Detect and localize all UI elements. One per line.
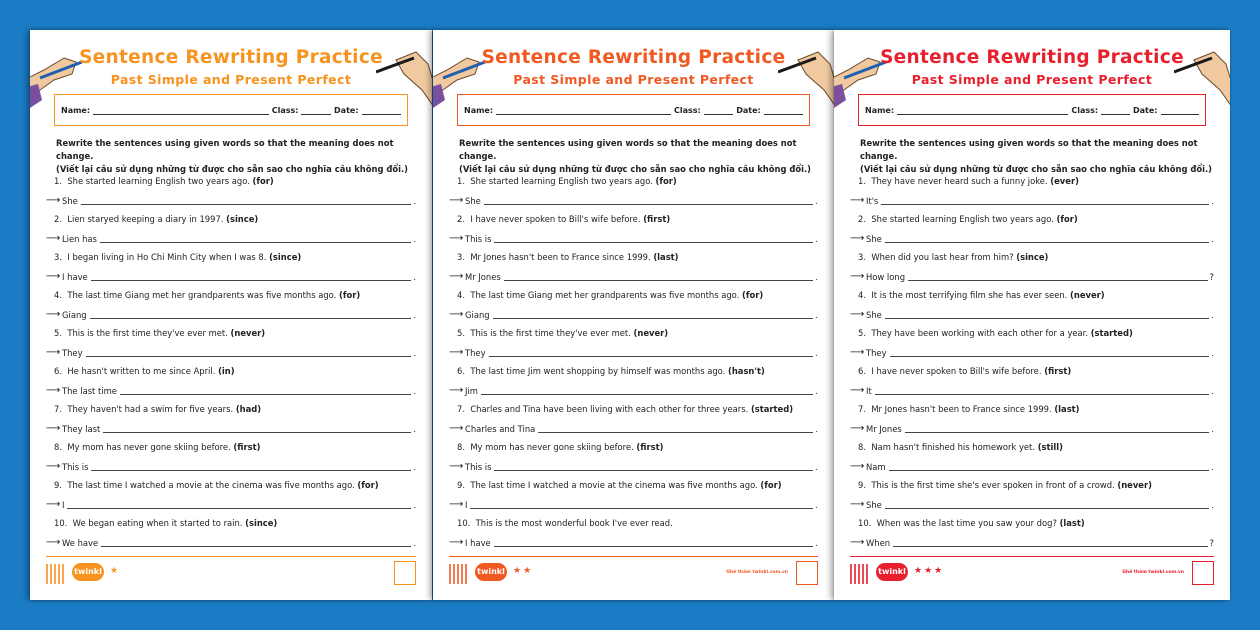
answer-prompt: I xyxy=(465,500,468,510)
question-text: The last time Giang met her grandparents was five months ago. xyxy=(67,290,337,300)
question-keyword: (still) xyxy=(1037,442,1063,452)
question-keyword: (first) xyxy=(233,442,261,452)
answer-end-punctuation: . xyxy=(1211,386,1214,396)
question-keyword: (since) xyxy=(269,252,302,262)
worksheet-subtitle: Past Simple and Present Perfect xyxy=(110,72,352,87)
instructions-vietnamese: (Viết lại câu sử dụng những từ được cho sẵn sao cho nghĩa câu không đổi.) xyxy=(56,164,409,174)
question-item xyxy=(850,477,1214,515)
question-item xyxy=(449,401,818,439)
question-text: This is the most wonderful book I've ever read. xyxy=(475,518,673,528)
worksheet-title: Sentence Rewriting Practice xyxy=(481,47,786,68)
question-text: This is the first time she's ever spoken in front of a crowd. xyxy=(871,480,1115,490)
question-item xyxy=(449,439,818,477)
question-number: 7. xyxy=(457,404,465,414)
question-keyword: (last) xyxy=(1054,404,1080,414)
question-item xyxy=(850,439,1214,477)
student-info-box xyxy=(858,94,1206,126)
question-number: 6. xyxy=(54,366,62,376)
worksheet-page-3 xyxy=(834,30,1230,600)
class-field[interactable] xyxy=(301,105,331,115)
answer-prompt: I have xyxy=(62,272,88,282)
question-text: Lien staryed keeping a diary in 1997. xyxy=(67,214,224,224)
answer-line[interactable] xyxy=(91,462,411,471)
arrow-icon: ⟶ xyxy=(449,233,464,244)
date-field[interactable] xyxy=(764,105,803,115)
answer-end-punctuation: . xyxy=(815,234,818,244)
name-field[interactable] xyxy=(897,105,1068,115)
answer-end-punctuation: . xyxy=(815,424,818,434)
answer-end-punctuation: . xyxy=(413,424,416,434)
question-keyword: (last) xyxy=(1059,518,1085,528)
question-item xyxy=(46,477,416,515)
class-field[interactable] xyxy=(1101,105,1130,115)
answer-line[interactable] xyxy=(493,310,814,319)
answer-end-punctuation: . xyxy=(413,272,416,282)
question-keyword: (for) xyxy=(742,290,764,300)
worksheet-footer xyxy=(46,556,416,597)
answer-line[interactable] xyxy=(893,538,1207,547)
question-number: 3. xyxy=(457,252,465,262)
answer-end-punctuation: . xyxy=(815,348,818,358)
worksheet-title: Sentence Rewriting Practice xyxy=(880,47,1184,68)
question-item xyxy=(46,287,416,325)
name-field[interactable] xyxy=(496,105,671,115)
question-keyword: (for) xyxy=(1056,214,1078,224)
twinkl-badge-icon xyxy=(796,561,818,585)
question-text: We began eating when it started to rain. xyxy=(72,518,243,528)
question-text: Charles and Tina have been living with each other for three years. xyxy=(470,404,749,414)
question-text: My mom has never gone skiing before. xyxy=(470,442,634,452)
question-text: It is the most terrifying film she has ever seen. xyxy=(871,290,1068,300)
question-number: 8. xyxy=(858,442,866,452)
answer-prompt: The last time xyxy=(62,386,117,396)
worksheet-title: Sentence Rewriting Practice xyxy=(79,47,383,68)
question-item xyxy=(46,325,416,363)
student-info-box xyxy=(54,94,408,126)
answer-line[interactable] xyxy=(86,348,412,357)
answer-line[interactable] xyxy=(120,386,411,395)
arrow-icon: ⟶ xyxy=(46,385,61,396)
question-number: 2. xyxy=(858,214,866,224)
answer-end-punctuation: . xyxy=(815,272,818,282)
answer-line[interactable] xyxy=(885,500,1210,509)
question-keyword: (for) xyxy=(339,290,361,300)
worksheet-subtitle: Past Simple and Present Perfect xyxy=(513,72,754,87)
answer-line[interactable] xyxy=(890,348,1210,357)
twinkl-badge-icon xyxy=(1192,561,1214,585)
arrow-icon: ⟶ xyxy=(46,309,61,320)
question-keyword: (since) xyxy=(1016,252,1049,262)
answer-prompt: She xyxy=(866,234,882,244)
qr-code-icon xyxy=(46,564,66,584)
arrow-icon: ⟶ xyxy=(449,271,464,282)
arrow-icon: ⟶ xyxy=(850,233,865,244)
question-keyword: (in) xyxy=(218,366,235,376)
question-list xyxy=(850,173,1214,553)
qr-code-icon xyxy=(449,564,469,584)
question-number: 10. xyxy=(858,518,872,528)
question-item xyxy=(46,249,416,287)
answer-end-punctuation: . xyxy=(1211,196,1214,206)
question-text: When did you last hear from him? xyxy=(871,252,1014,262)
question-number: 7. xyxy=(54,404,62,414)
answer-prompt: She xyxy=(866,310,882,320)
question-text: I began living in Ho Chi Minh City when I was 8. xyxy=(67,252,267,262)
arrow-icon: ⟶ xyxy=(850,271,865,282)
question-keyword: (since) xyxy=(226,214,259,224)
answer-end-punctuation: . xyxy=(413,234,416,244)
arrow-icon: ⟶ xyxy=(449,499,464,510)
date-field[interactable] xyxy=(1161,105,1200,115)
question-keyword: (since) xyxy=(245,518,278,528)
answer-line[interactable] xyxy=(875,386,1210,395)
question-list xyxy=(449,173,818,553)
answer-prompt: I have xyxy=(465,538,491,548)
question-number: 9. xyxy=(457,480,465,490)
twinkl-logo: twinkl xyxy=(475,563,507,581)
answer-prompt: Lien has xyxy=(62,234,97,244)
question-number: 10. xyxy=(457,518,471,528)
arrow-icon: ⟶ xyxy=(850,195,865,206)
answer-prompt: We have xyxy=(62,538,99,548)
answer-end-punctuation: . xyxy=(1211,310,1214,320)
answer-end-punctuation: . xyxy=(1211,462,1214,472)
answer-prompt: They xyxy=(62,348,83,358)
question-item xyxy=(46,401,416,439)
question-number: 1. xyxy=(54,176,62,186)
answer-prompt: Mr Jones xyxy=(465,272,501,282)
arrow-icon: ⟶ xyxy=(449,347,464,358)
instructions xyxy=(459,137,820,176)
answer-prompt: How long xyxy=(866,272,906,282)
worksheet-footer xyxy=(449,556,818,597)
instructions-english: Rewrite the sentences using given words so that the meaning does not change. xyxy=(56,138,394,161)
question-text: The last time I watched a movie at the cinema was five months ago. xyxy=(67,480,355,490)
question-number: 4. xyxy=(54,290,62,300)
answer-end-punctuation: . xyxy=(413,386,416,396)
answer-line[interactable] xyxy=(100,234,411,243)
difficulty-stars: ★★★ xyxy=(914,566,945,576)
question-item xyxy=(850,515,1214,553)
question-text: This is the first time they've ever met. xyxy=(470,328,631,338)
answer-line[interactable] xyxy=(470,500,813,509)
question-text: When was the last time you saw your dog? xyxy=(876,518,1057,528)
answer-end-punctuation: . xyxy=(1211,234,1214,244)
date-label: Date: xyxy=(736,105,761,115)
question-item xyxy=(449,363,818,401)
answer-line[interactable] xyxy=(481,386,813,395)
question-number: 1. xyxy=(457,176,465,186)
answer-prompt: They xyxy=(465,348,486,358)
answer-end-punctuation: . xyxy=(815,196,818,206)
answer-end-punctuation: . xyxy=(815,462,818,472)
question-item xyxy=(850,401,1214,439)
answer-prompt: Nam xyxy=(866,462,886,472)
twinkl-logo: twinkl xyxy=(72,563,104,581)
answer-line[interactable] xyxy=(538,424,813,433)
question-keyword: (never) xyxy=(230,328,266,338)
answer-end-punctuation: . xyxy=(1211,500,1214,510)
question-number: 7. xyxy=(858,404,866,414)
answer-end-punctuation: . xyxy=(815,500,818,510)
question-item xyxy=(449,249,818,287)
answer-prompt: They last xyxy=(62,424,101,434)
answer-line[interactable] xyxy=(91,272,412,281)
answer-prompt: It's xyxy=(866,196,879,206)
answer-line[interactable] xyxy=(90,310,412,319)
question-item xyxy=(850,249,1214,287)
question-keyword: (started) xyxy=(1090,328,1133,338)
name-label: Name: xyxy=(61,105,91,115)
qr-code-icon xyxy=(850,564,870,584)
answer-line[interactable] xyxy=(885,234,1210,243)
question-item xyxy=(46,173,416,211)
question-item xyxy=(449,173,818,211)
arrow-icon: ⟶ xyxy=(850,309,865,320)
question-text: Nam hasn't finished his homework yet. xyxy=(871,442,1036,452)
class-label: Class: xyxy=(271,105,299,115)
answer-prompt: She xyxy=(465,196,481,206)
instructions-vietnamese: (Viết lại câu sử dụng những từ được cho sẵn sao cho nghĩa câu không đổi.) xyxy=(860,164,1213,174)
question-item xyxy=(850,325,1214,363)
answer-line[interactable] xyxy=(494,462,813,471)
answer-line[interactable] xyxy=(484,196,814,205)
arrow-icon: ⟶ xyxy=(850,461,865,472)
student-info-box xyxy=(457,94,810,126)
answer-line[interactable] xyxy=(67,500,411,509)
answer-prompt: She xyxy=(62,196,78,206)
question-keyword: (for) xyxy=(760,480,782,490)
answer-line[interactable] xyxy=(908,272,1208,281)
answer-line[interactable] xyxy=(103,424,411,433)
arrow-icon: ⟶ xyxy=(46,537,61,548)
instructions-vietnamese: (Viết lại câu sử dụng những từ được cho sẵn sao cho nghĩa câu không đổi.) xyxy=(459,164,812,174)
question-text: They haven't had a swim for five years. xyxy=(67,404,234,414)
instructions-english: Rewrite the sentences using given words so that the meaning does not change. xyxy=(459,138,797,161)
question-text: Mr Jones hasn't been to France since 1999. xyxy=(470,252,651,262)
twinkl-logo: twinkl xyxy=(876,563,908,581)
question-item xyxy=(46,515,416,553)
question-item xyxy=(449,211,818,249)
footer-website-text: Ghé thăm twinkl.com.vn xyxy=(726,570,788,575)
question-number: 6. xyxy=(457,366,465,376)
question-item xyxy=(449,515,818,553)
question-item xyxy=(850,363,1214,401)
answer-line[interactable] xyxy=(489,348,814,357)
answer-end-punctuation: . xyxy=(413,196,416,206)
question-text: He hasn't written to me since April. xyxy=(67,366,216,376)
answer-prompt: Giang xyxy=(465,310,490,320)
arrow-icon: ⟶ xyxy=(46,195,61,206)
answer-end-punctuation: . xyxy=(815,310,818,320)
answer-prompt: When xyxy=(866,538,891,548)
question-number: 8. xyxy=(457,442,465,452)
answer-end-punctuation: . xyxy=(413,348,416,358)
class-label: Class: xyxy=(1071,105,1099,115)
question-text: She started learning English two years ago. xyxy=(67,176,250,186)
question-keyword: (first) xyxy=(643,214,671,224)
question-item xyxy=(46,363,416,401)
answer-line[interactable] xyxy=(881,196,1209,205)
arrow-icon: ⟶ xyxy=(850,347,865,358)
arrow-icon: ⟶ xyxy=(449,461,464,472)
question-number: 4. xyxy=(858,290,866,300)
arrow-icon: ⟶ xyxy=(46,233,61,244)
question-text: I have never spoken to Bill's wife before. xyxy=(470,214,641,224)
arrow-icon: ⟶ xyxy=(850,385,865,396)
twinkl-badge-icon xyxy=(394,561,416,585)
answer-prompt: Giang xyxy=(62,310,87,320)
question-keyword: (ever) xyxy=(1050,176,1079,186)
answer-end-punctuation: . xyxy=(815,538,818,548)
arrow-icon: ⟶ xyxy=(449,423,464,434)
question-item xyxy=(46,211,416,249)
question-number: 9. xyxy=(858,480,866,490)
answer-line[interactable] xyxy=(101,538,411,547)
answer-line[interactable] xyxy=(81,196,412,205)
instructions xyxy=(860,137,1216,176)
answer-end-punctuation: . xyxy=(1211,348,1214,358)
arrow-icon: ⟶ xyxy=(46,271,61,282)
question-text: She started learning English two years ago. xyxy=(470,176,653,186)
answer-end-punctuation: ? xyxy=(1209,272,1214,282)
question-keyword: (last) xyxy=(653,252,679,262)
instructions-english: Rewrite the sentences using given words so that the meaning does not change. xyxy=(860,138,1198,161)
date-label: Date: xyxy=(1133,105,1158,115)
question-number: 9. xyxy=(54,480,62,490)
worksheet-page-2 xyxy=(433,30,834,600)
answer-prompt: They xyxy=(866,348,887,358)
difficulty-stars: ★★ xyxy=(513,566,534,576)
question-item xyxy=(850,211,1214,249)
worksheet-page-1 xyxy=(30,30,432,600)
question-keyword: (for) xyxy=(357,480,379,490)
question-list xyxy=(46,173,416,553)
date-label: Date: xyxy=(334,105,359,115)
answer-end-punctuation: ? xyxy=(1209,538,1214,548)
answer-line[interactable] xyxy=(504,272,814,281)
question-keyword: (hasn't) xyxy=(728,366,765,376)
answer-line[interactable] xyxy=(889,462,1210,471)
answer-end-punctuation: . xyxy=(1211,424,1214,434)
arrow-icon: ⟶ xyxy=(46,499,61,510)
question-number: 1. xyxy=(858,176,866,186)
name-label: Name: xyxy=(464,105,494,115)
question-number: 5. xyxy=(858,328,866,338)
arrow-icon: ⟶ xyxy=(850,423,865,434)
answer-prompt: This is xyxy=(62,462,89,472)
answer-prompt: She xyxy=(866,500,882,510)
question-number: 2. xyxy=(457,214,465,224)
answer-end-punctuation: . xyxy=(815,386,818,396)
question-text: The last time Jim went shopping by himself was months ago. xyxy=(470,366,726,376)
question-number: 3. xyxy=(858,252,866,262)
question-keyword: (for) xyxy=(655,176,677,186)
question-text: Mr Jones hasn't been to France since 1999. xyxy=(871,404,1052,414)
answer-end-punctuation: . xyxy=(413,500,416,510)
answer-end-punctuation: . xyxy=(413,310,416,320)
question-item xyxy=(850,287,1214,325)
date-field[interactable] xyxy=(362,105,401,115)
name-field[interactable] xyxy=(93,105,269,115)
arrow-icon: ⟶ xyxy=(46,423,61,434)
arrow-icon: ⟶ xyxy=(449,385,464,396)
footer-website-text: Ghé thăm twinkl.com.vn xyxy=(1122,570,1184,575)
class-label: Class: xyxy=(673,105,701,115)
question-number: 6. xyxy=(858,366,866,376)
class-field[interactable] xyxy=(704,105,733,115)
question-number: 10. xyxy=(54,518,68,528)
answer-line[interactable] xyxy=(494,538,814,547)
name-label: Name: xyxy=(865,105,895,115)
question-keyword: (had) xyxy=(235,404,262,414)
arrow-icon: ⟶ xyxy=(850,499,865,510)
question-keyword: (for) xyxy=(252,176,274,186)
question-text: They have been working with each other for a year. xyxy=(871,328,1089,338)
question-item xyxy=(850,173,1214,211)
answer-prompt: I xyxy=(62,500,65,510)
question-item xyxy=(449,287,818,325)
answer-prompt: Jim xyxy=(465,386,478,396)
question-text: This is the first time they've ever met. xyxy=(67,328,228,338)
answer-prompt: This is xyxy=(465,462,492,472)
answer-line[interactable] xyxy=(905,424,1210,433)
answer-prompt: Charles and Tina xyxy=(465,424,536,434)
question-item xyxy=(449,325,818,363)
question-number: 5. xyxy=(457,328,465,338)
arrow-icon: ⟶ xyxy=(46,461,61,472)
arrow-icon: ⟶ xyxy=(850,537,865,548)
answer-line[interactable] xyxy=(494,234,813,243)
question-text: The last time Giang met her grandparents was five months ago. xyxy=(470,290,740,300)
question-item xyxy=(449,477,818,515)
question-item xyxy=(46,439,416,477)
question-number: 4. xyxy=(457,290,465,300)
question-text: My mom has never gone skiing before. xyxy=(67,442,231,452)
question-number: 3. xyxy=(54,252,62,262)
answer-end-punctuation: . xyxy=(413,462,416,472)
question-keyword: (never) xyxy=(1117,480,1152,490)
question-text: I have never spoken to Bill's wife before. xyxy=(871,366,1042,376)
worksheet-footer xyxy=(850,556,1214,597)
question-keyword: (never) xyxy=(633,328,669,338)
question-text: The last time I watched a movie at the cinema was five months ago. xyxy=(470,480,758,490)
answer-line[interactable] xyxy=(885,310,1210,319)
instructions xyxy=(56,137,418,176)
question-number: 2. xyxy=(54,214,62,224)
question-text: She started learning English two years ago. xyxy=(871,214,1054,224)
question-number: 5. xyxy=(54,328,62,338)
arrow-icon: ⟶ xyxy=(449,195,464,206)
question-keyword: (started) xyxy=(750,404,794,414)
question-keyword: (never) xyxy=(1070,290,1105,300)
arrow-icon: ⟶ xyxy=(449,537,464,548)
question-keyword: (first) xyxy=(636,442,664,452)
question-keyword: (first) xyxy=(1044,366,1072,376)
answer-prompt: Mr Jones xyxy=(866,424,902,434)
question-number: 8. xyxy=(54,442,62,452)
answer-end-punctuation: . xyxy=(413,538,416,548)
answer-prompt: This is xyxy=(465,234,492,244)
difficulty-stars: ★ xyxy=(110,566,121,576)
worksheet-subtitle: Past Simple and Present Perfect xyxy=(911,72,1153,87)
answer-prompt: It xyxy=(866,386,872,396)
question-text: They have never heard such a funny joke. xyxy=(871,176,1048,186)
arrow-icon: ⟶ xyxy=(449,309,464,320)
arrow-icon: ⟶ xyxy=(46,347,61,358)
